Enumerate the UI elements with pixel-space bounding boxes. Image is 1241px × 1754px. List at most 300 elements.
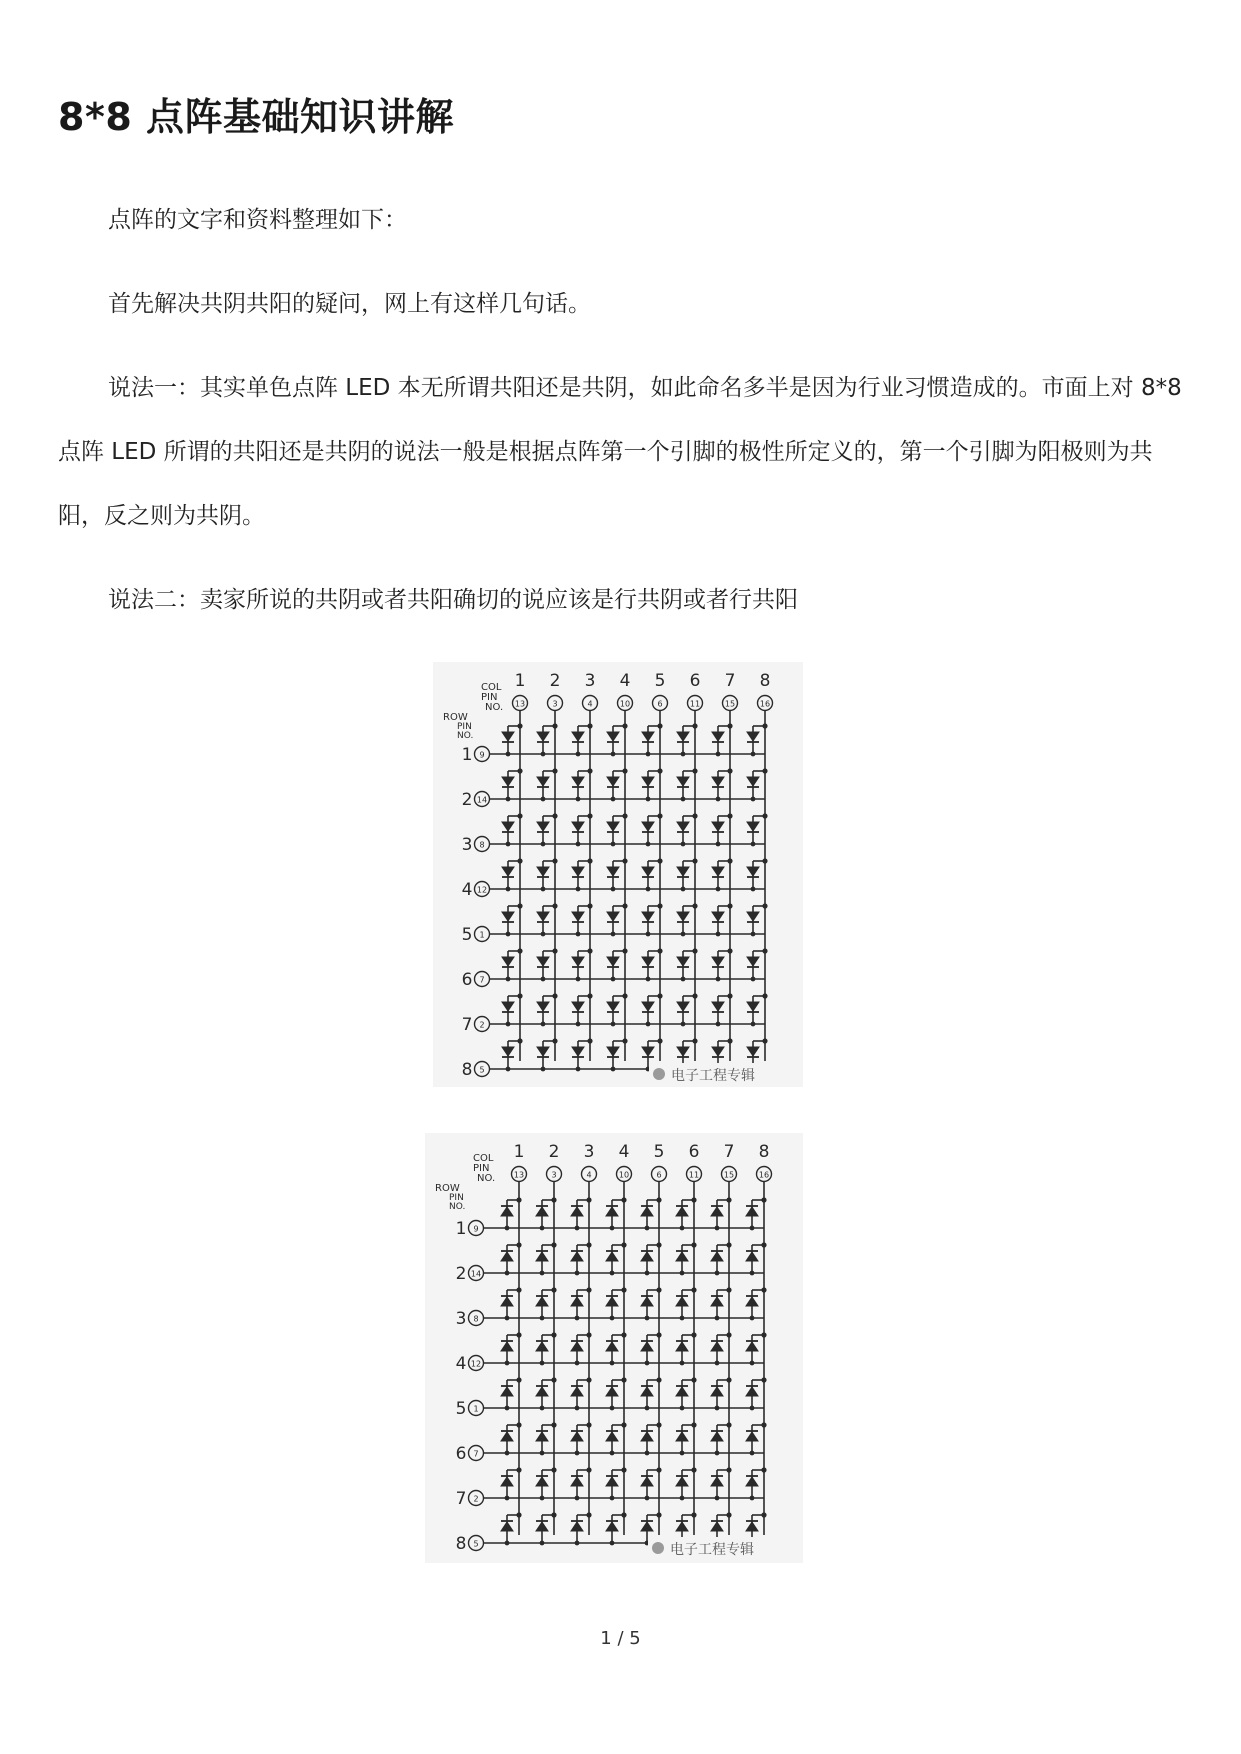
col-pin-number: 6 — [657, 699, 663, 709]
row-pin-number: 12 — [476, 885, 488, 895]
watermark-text: 电子工程专辑 — [670, 1542, 754, 1558]
led-diode — [642, 1002, 654, 1011]
led-diode — [571, 1432, 583, 1441]
junction-dot — [727, 903, 732, 908]
row-number: 8 — [461, 1060, 473, 1080]
row-pin-number: 9 — [479, 750, 485, 760]
col-pin-number: 15 — [723, 1170, 735, 1180]
junction-dot — [691, 1287, 696, 1292]
junction-dot — [716, 797, 721, 802]
led-diode — [536, 1297, 548, 1306]
junction-dot — [727, 1038, 732, 1043]
junction-dot — [587, 903, 592, 908]
junction-dot — [646, 977, 651, 982]
junction-dot — [761, 1197, 766, 1202]
led-diode — [502, 867, 514, 876]
led-diode — [746, 1387, 758, 1396]
led-diode — [641, 1252, 653, 1261]
row-pin-number: 2 — [479, 1020, 485, 1030]
junction-dot — [517, 858, 522, 863]
row-number: 8 — [455, 1534, 467, 1554]
led-diode — [677, 732, 689, 741]
junction-dot — [727, 993, 732, 998]
junction-dot — [552, 723, 557, 728]
led-diode — [536, 1387, 548, 1396]
junction-dot — [691, 1467, 696, 1472]
row-pin-number: 9 — [473, 1224, 479, 1234]
junction-dot — [761, 1242, 766, 1247]
row-pin-number: 2 — [473, 1494, 479, 1504]
junction-dot — [692, 948, 697, 953]
led-diode — [677, 912, 689, 921]
junction-dot — [505, 1271, 510, 1276]
led-diode — [676, 1387, 688, 1396]
col-number: 7 — [724, 671, 736, 691]
led-diode — [572, 957, 584, 966]
junction-dot — [645, 1406, 650, 1411]
junction-dot — [657, 723, 662, 728]
led-diode — [642, 957, 654, 966]
junction-dot — [622, 903, 627, 908]
junction-dot — [761, 1287, 766, 1292]
junction-dot — [761, 1467, 766, 1472]
junction-dot — [552, 1038, 557, 1043]
junction-dot — [587, 768, 592, 773]
junction-dot — [646, 932, 651, 937]
led-diode — [711, 1522, 723, 1531]
row-number: 5 — [461, 925, 473, 945]
led-diode — [607, 822, 619, 831]
row-number: 3 — [461, 835, 473, 855]
led-matrix-diagram-row-anode — [433, 662, 803, 1087]
junction-dot — [716, 932, 721, 937]
row-pin-number: 1 — [479, 930, 485, 940]
col-pin-number: 6 — [656, 1170, 662, 1180]
junction-dot — [681, 977, 686, 982]
led-diode — [746, 1342, 758, 1351]
junction-dot — [681, 887, 686, 892]
junction-dot — [517, 1038, 522, 1043]
junction-dot — [587, 993, 592, 998]
junction-dot — [516, 1287, 521, 1292]
junction-dot — [586, 1512, 591, 1517]
watermark-icon — [652, 1542, 664, 1554]
junction-dot — [551, 1332, 556, 1337]
col-number: 3 — [583, 1142, 595, 1162]
junction-dot — [656, 1287, 661, 1292]
junction-dot — [726, 1242, 731, 1247]
col-pin-number: 3 — [552, 699, 558, 709]
led-diode — [747, 1002, 759, 1011]
junction-dot — [645, 1496, 650, 1501]
row-pin-number: 8 — [479, 840, 485, 850]
junction-dot — [586, 1287, 591, 1292]
junction-dot — [506, 1067, 511, 1072]
row-number: 3 — [455, 1309, 467, 1329]
row-number: 5 — [455, 1399, 467, 1419]
led-diode — [747, 912, 759, 921]
junction-dot — [751, 887, 756, 892]
junction-dot — [691, 1512, 696, 1517]
led-diode — [502, 822, 514, 831]
junction-dot — [516, 1332, 521, 1337]
junction-dot — [657, 1038, 662, 1043]
col-number: 4 — [618, 1142, 630, 1162]
col-pin-number: 16 — [759, 699, 771, 709]
row-label: ROW — [435, 1183, 460, 1194]
col-number: 4 — [619, 671, 631, 691]
led-diode — [537, 957, 549, 966]
junction-dot — [621, 1287, 626, 1292]
led-diode — [537, 1002, 549, 1011]
junction-dot — [551, 1512, 556, 1517]
junction-dot — [692, 1038, 697, 1043]
led-diode — [711, 1342, 723, 1351]
led-diode — [607, 912, 619, 921]
col-number: 3 — [584, 671, 596, 691]
junction-dot — [541, 797, 546, 802]
col-pin-number: 16 — [758, 1170, 770, 1180]
junction-dot — [552, 903, 557, 908]
junction-dot — [611, 842, 616, 847]
junction-dot — [750, 1451, 755, 1456]
junction-dot — [516, 1197, 521, 1202]
junction-dot — [761, 1512, 766, 1517]
junction-dot — [750, 1406, 755, 1411]
led-diode — [642, 912, 654, 921]
junction-dot — [517, 948, 522, 953]
junction-dot — [691, 1197, 696, 1202]
junction-dot — [622, 1038, 627, 1043]
junction-dot — [680, 1406, 685, 1411]
led-diode — [676, 1252, 688, 1261]
junction-dot — [576, 932, 581, 937]
junction-dot — [505, 1361, 510, 1366]
junction-dot — [575, 1406, 580, 1411]
led-diode — [747, 867, 759, 876]
junction-dot — [516, 1512, 521, 1517]
row-number: 1 — [455, 1219, 467, 1239]
row-pin-number: 7 — [473, 1449, 479, 1459]
junction-dot — [576, 977, 581, 982]
junction-dot — [656, 1197, 661, 1202]
row-number: 1 — [461, 745, 473, 765]
led-diode — [746, 1207, 758, 1216]
junction-dot — [761, 1422, 766, 1427]
junction-dot — [552, 858, 557, 863]
junction-dot — [505, 1496, 510, 1501]
junction-dot — [646, 887, 651, 892]
junction-dot — [715, 1271, 720, 1276]
led-diode — [641, 1522, 653, 1531]
col-pin-number: 13 — [513, 1170, 525, 1180]
junction-dot — [726, 1287, 731, 1292]
junction-dot — [726, 1332, 731, 1337]
led-diode — [537, 867, 549, 876]
led-diode — [536, 1342, 548, 1351]
junction-dot — [726, 1197, 731, 1202]
row-pin-number: 5 — [473, 1539, 479, 1549]
junction-dot — [716, 977, 721, 982]
col-pin-number: 4 — [587, 699, 593, 709]
led-diode — [572, 732, 584, 741]
junction-dot — [586, 1242, 591, 1247]
led-diode — [571, 1252, 583, 1261]
no-label: NO. — [485, 702, 504, 713]
led-diode — [572, 1002, 584, 1011]
junction-dot — [645, 1226, 650, 1231]
row-number: 2 — [461, 790, 473, 810]
led-diode — [712, 957, 724, 966]
junction-dot — [610, 1541, 615, 1546]
junction-dot — [540, 1496, 545, 1501]
junction-dot — [516, 1377, 521, 1382]
led-diode — [677, 957, 689, 966]
led-diode — [711, 1477, 723, 1486]
row-pin-label: PIN — [457, 722, 472, 732]
row-number: 6 — [455, 1444, 467, 1464]
junction-dot — [622, 948, 627, 953]
junction-dot — [751, 1022, 756, 1027]
junction-dot — [622, 768, 627, 773]
junction-dot — [541, 977, 546, 982]
junction-dot — [506, 887, 511, 892]
col-pin-number: 10 — [618, 1170, 630, 1180]
col-pin-number: 11 — [689, 699, 701, 709]
matrix-svg — [425, 1133, 803, 1563]
junction-dot — [657, 948, 662, 953]
junction-dot — [610, 1226, 615, 1231]
led-diode — [712, 732, 724, 741]
led-diode — [676, 1342, 688, 1351]
junction-dot — [575, 1271, 580, 1276]
junction-dot — [517, 993, 522, 998]
junction-dot — [646, 752, 651, 757]
led-diode — [607, 732, 619, 741]
junction-dot — [540, 1226, 545, 1231]
junction-dot — [610, 1406, 615, 1411]
junction-dot — [726, 1422, 731, 1427]
led-diode — [641, 1432, 653, 1441]
junction-dot — [750, 1271, 755, 1276]
junction-dot — [762, 1038, 767, 1043]
junction-dot — [691, 1377, 696, 1382]
junction-dot — [506, 842, 511, 847]
col-number: 7 — [723, 1142, 735, 1162]
junction-dot — [505, 1226, 510, 1231]
led-diode — [536, 1207, 548, 1216]
led-diode — [502, 912, 514, 921]
junction-dot — [551, 1422, 556, 1427]
junction-dot — [692, 903, 697, 908]
junction-dot — [622, 858, 627, 863]
col-number: 5 — [654, 671, 666, 691]
junction-dot — [551, 1197, 556, 1202]
junction-dot — [680, 1271, 685, 1276]
junction-dot — [611, 932, 616, 937]
junction-dot — [657, 813, 662, 818]
led-diode — [571, 1477, 583, 1486]
junction-dot — [587, 813, 592, 818]
paragraph-theory-two: 说法二：卖家所说的共阴或者共阳确切的说应该是行共阴或者行共阳 — [108, 587, 798, 613]
matrix-wires — [490, 711, 765, 1069]
junction-dot — [727, 948, 732, 953]
junction-dot — [541, 932, 546, 937]
led-diode — [607, 867, 619, 876]
junction-dot — [517, 903, 522, 908]
junction-dot — [541, 752, 546, 757]
led-diode — [607, 777, 619, 786]
col-number: 2 — [548, 1142, 560, 1162]
junction-dot — [575, 1361, 580, 1366]
led-diode — [677, 777, 689, 786]
junction-dot — [715, 1226, 720, 1231]
junction-dot — [587, 948, 592, 953]
junction-dot — [751, 752, 756, 757]
junction-dot — [762, 813, 767, 818]
row-pin-number: 12 — [470, 1359, 482, 1369]
junction-dot — [505, 1406, 510, 1411]
led-diode — [746, 1477, 758, 1486]
junction-dot — [621, 1332, 626, 1337]
col-number: 6 — [689, 671, 701, 691]
junction-dot — [716, 1022, 721, 1027]
led-diode — [677, 1002, 689, 1011]
watermark-text: 电子工程专辑 — [671, 1068, 755, 1084]
led-diode — [502, 732, 514, 741]
junction-dot — [622, 993, 627, 998]
led-diode — [606, 1297, 618, 1306]
led-diode — [572, 1047, 584, 1056]
row-pin-label: PIN — [449, 1193, 464, 1203]
led-diode — [641, 1477, 653, 1486]
junction-dot — [506, 977, 511, 982]
junction-dot — [715, 1451, 720, 1456]
led-diode — [641, 1297, 653, 1306]
led-diode — [502, 957, 514, 966]
row-pin-number: 5 — [479, 1065, 485, 1075]
junction-dot — [587, 1038, 592, 1043]
led-diode — [747, 1047, 759, 1056]
junction-dot — [692, 993, 697, 998]
page-number: 1 / 5 — [600, 1628, 641, 1649]
junction-dot — [575, 1451, 580, 1456]
junction-dot — [540, 1406, 545, 1411]
col-pin-number: 13 — [514, 699, 526, 709]
led-diode — [502, 1047, 514, 1056]
junction-dot — [516, 1422, 521, 1427]
junction-dot — [656, 1512, 661, 1517]
junction-dot — [610, 1496, 615, 1501]
page-title: 8*8 点阵基础知识讲解 — [58, 95, 454, 139]
junction-dot — [681, 797, 686, 802]
junction-dot — [552, 948, 557, 953]
led-diode — [641, 1342, 653, 1351]
led-diode — [606, 1342, 618, 1351]
led-diode — [606, 1477, 618, 1486]
led-diode — [501, 1387, 513, 1396]
junction-dot — [551, 1467, 556, 1472]
junction-dot — [680, 1361, 685, 1366]
junction-dot — [611, 752, 616, 757]
led-diode — [536, 1522, 548, 1531]
paragraph-theory-one: 说法一：其实单色点阵 LED 本无所谓共阳还是共阴，如此命名多半是因为行业习惯造成的。市面上对 8*8 点阵 LED 所谓的共阳还是共阴的说法一般是根据点阵第一个引脚的极性所定义的，第一个引脚为阳极则为共阳，反之则为共阴。 — [58, 375, 1182, 529]
led-diode — [747, 957, 759, 966]
junction-dot — [551, 1377, 556, 1382]
matrix-svg — [433, 662, 803, 1087]
row-label: ROW — [443, 712, 468, 723]
led-diode — [676, 1432, 688, 1441]
led-diode — [537, 1047, 549, 1056]
junction-dot — [552, 813, 557, 818]
junction-dot — [575, 1226, 580, 1231]
junction-dot — [762, 723, 767, 728]
led-diode — [712, 867, 724, 876]
led-diode — [572, 777, 584, 786]
row-number: 7 — [461, 1015, 473, 1035]
junction-dot — [621, 1197, 626, 1202]
led-diode — [607, 1047, 619, 1056]
junction-dot — [762, 858, 767, 863]
col-label: COL — [473, 1153, 494, 1164]
led-diode — [537, 777, 549, 786]
junction-dot — [762, 903, 767, 908]
led-diode — [606, 1432, 618, 1441]
row-pin-number: 14 — [476, 795, 488, 805]
junction-dot — [681, 932, 686, 937]
junction-dot — [761, 1332, 766, 1337]
junction-dot — [762, 948, 767, 953]
junction-dot — [610, 1271, 615, 1276]
junction-dot — [586, 1332, 591, 1337]
row-number: 6 — [461, 970, 473, 990]
led-diode — [711, 1207, 723, 1216]
col-pin-number: 3 — [551, 1170, 557, 1180]
col-pin-number: 11 — [688, 1170, 700, 1180]
junction-dot — [540, 1361, 545, 1366]
junction-dot — [622, 813, 627, 818]
led-diode — [711, 1432, 723, 1441]
led-diode — [536, 1477, 548, 1486]
junction-dot — [656, 1422, 661, 1427]
junction-dot — [751, 842, 756, 847]
led-diode — [676, 1297, 688, 1306]
junction-dot — [586, 1422, 591, 1427]
pin-label: PIN — [481, 692, 498, 703]
pin-label: PIN — [473, 1163, 490, 1174]
row-number: 7 — [455, 1489, 467, 1509]
led-diode — [747, 777, 759, 786]
junction-dot — [715, 1361, 720, 1366]
junction-dot — [646, 797, 651, 802]
led-diode — [711, 1387, 723, 1396]
row-no-label: NO. — [457, 731, 474, 741]
led-diode — [712, 912, 724, 921]
junction-dot — [656, 1467, 661, 1472]
led-diode — [746, 1297, 758, 1306]
junction-dot — [576, 842, 581, 847]
junction-dot — [692, 723, 697, 728]
led-diode — [536, 1432, 548, 1441]
col-pin-number: 4 — [586, 1170, 592, 1180]
led-diode — [571, 1342, 583, 1351]
row-pin-number: 8 — [473, 1314, 479, 1324]
col-number: 8 — [759, 671, 771, 691]
junction-dot — [751, 977, 756, 982]
junction-dot — [681, 1022, 686, 1027]
led-diode — [676, 1477, 688, 1486]
junction-dot — [552, 768, 557, 773]
